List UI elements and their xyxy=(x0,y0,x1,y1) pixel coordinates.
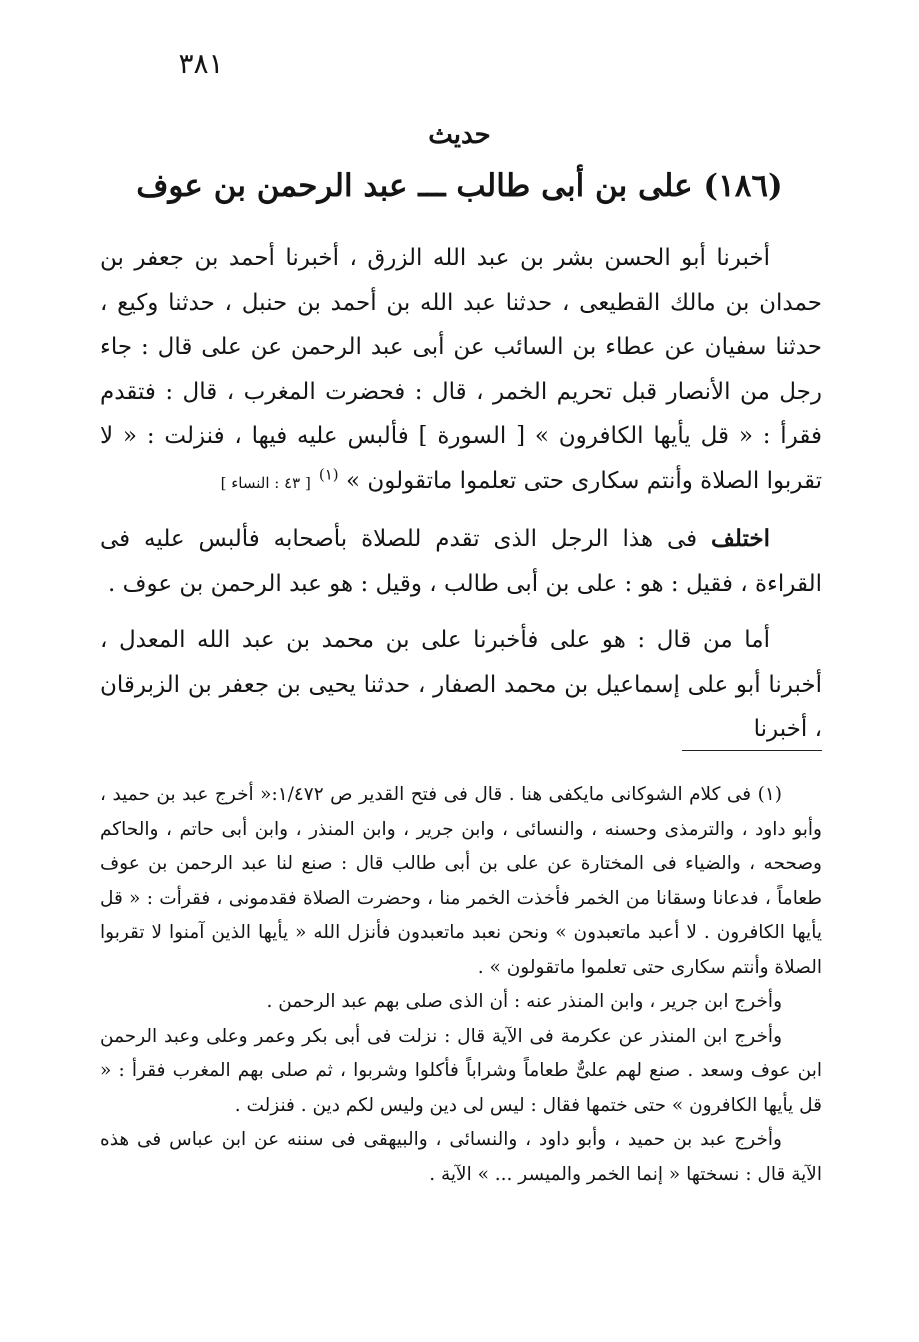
footnote-paragraph: وأخرج عبد بن حميد ، وأبو داود ، والنسائى ، والبيهقى فى سننه عن ابن عباس فى هذه الآية قال : نسختها « إنما الخمر والميسر ... » الآية . xyxy=(100,1129,822,1185)
main-text xyxy=(100,236,822,752)
amma-paragraph: أما من قال : هو على فأخبرنا على بن محمد بن عبد الله المعدل ، أخبرنا أبو على إسماعيل بن محمد الصفار ، حدثنا يحيى بن جعفر بن الزبرقان ، أخبرنا xyxy=(100,627,822,742)
isnad-text: أخبرنا أبو الحسن بشر بن عبد الله الزرق ، أخبرنا أحمد بن جعفر بن حمدان بن مالك القطيعى ، حدثنا عبد الله بن أحمد بن حنبل ، حدثنا وكيع ، حدثنا سفيان عن عطاء بن السائب عن أبى عبد الرحمن عن على قال : جاء رجل من الأنصار قبل تحريم الخمر ، قال : فحضرت المغرب ، قال : فتقدم فقرأ : « قل يأيها الكافرون » [ السورة ] فألبس عليه فيها ، فنزلت : « لا تقربوا الصلاة وأنتم سكارى حتى تعلموا ماتقولون » xyxy=(100,245,822,494)
ikhtilaf-text: فى هذا الرجل الذى تقدم للصلاة بأصحابه فألبس عليه فى القراءة ، فقيل : هو : على بن أبى طالب ، وقيل : هو عبد الرحمن بن عوف . xyxy=(100,526,822,597)
footnote-marker: (١) xyxy=(318,464,339,483)
isnad-paragraph xyxy=(100,236,822,505)
footnotes xyxy=(100,778,822,1192)
chapter-title: (١٨٦) على بن أبى طالب ـــ عبد الرحمن بن عوف xyxy=(136,168,783,204)
footnote-paragraph: وأخرج ابن جرير ، وابن المنذر عنه : أن الذى صلى بهم عبد الرحمن . xyxy=(266,991,782,1012)
ikhtilaf-keyword: اختلف xyxy=(711,525,770,552)
footnote-divider xyxy=(682,750,822,751)
ikhtilaf-paragraph xyxy=(100,517,822,606)
footnote-1: (١) فى كلام الشوكانى مايكفى هنا . قال فى فتح القدير ص ١/٤٧٢:« أخرج عبد بن حميد ، وأبو داود ، والترمذى وحسنه ، والنسائى ، وابن جرير ، وابن المنذر ، وابن أبى حاتم ، والحاكم وصححه ، والضياء فى المختارة عن على بن أبى طالب قال : صنع لنا عبد الرحمن بن عوف طعاماً ، فدعانا وسقانا من الخمر فأخذت الخمر منا ، وحضرت الصلاة فقدمونى ، فقرأت : « قل يأيها الكافرون . لا أعبد ماتعبدون » ونحن نعبد ماتعبدون فأنزل الله « يأيها الذين آمنوا لا تقربوا الصلاة وأنتم سكارى حتى تعلموا ماتقولون » . xyxy=(100,784,822,978)
hadith-label: حديث xyxy=(428,120,491,150)
page-number: ٣٨١ xyxy=(178,47,224,80)
footnote-paragraph: وأخرج ابن المنذر عن عكرمة فى الآية قال : نزلت فى أبى بكر وعمر وعلى وعبد الرحمن ابن عوف وسعد . صنع لهم علىٌّ طعاماً وشراباً فأكلوا وشربوا ، ثم صلى بهم المغرب فقرأ : « قل يأيها الكافرون » حتى ختمها فقال : ليس لى دين وليس لكم دين . فنزلت . xyxy=(100,1025,822,1116)
verse-reference: [ ٤٣ : النساء ] xyxy=(220,473,311,492)
